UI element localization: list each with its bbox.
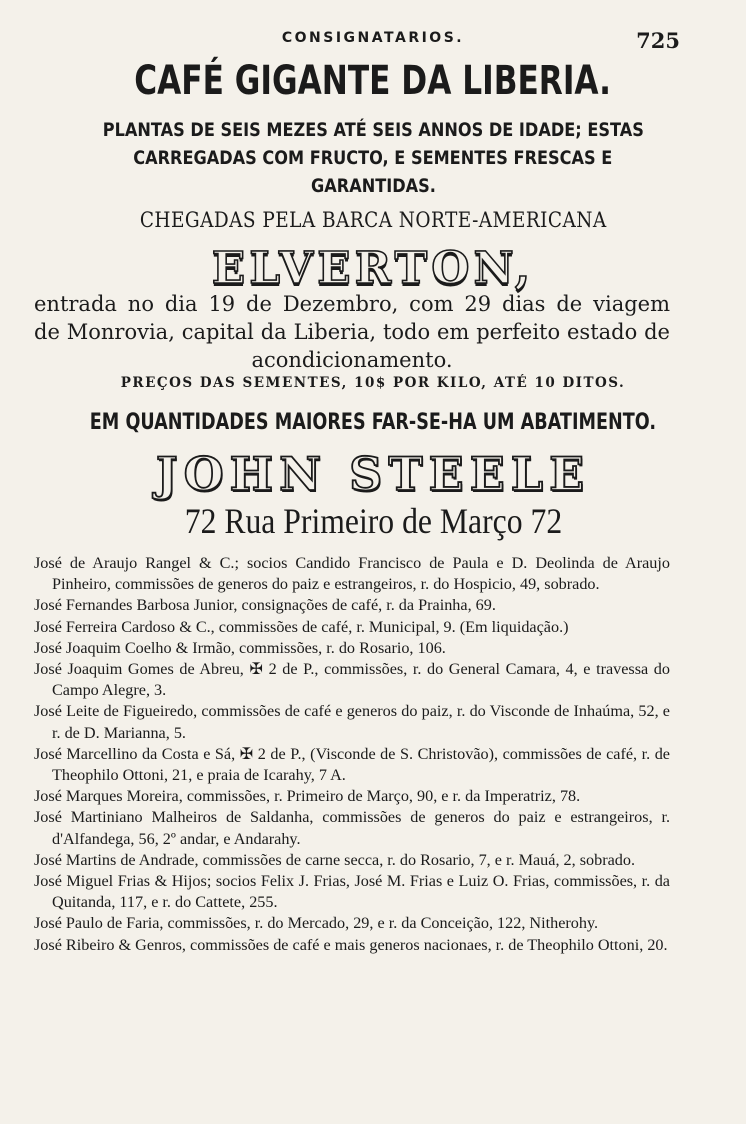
list-item: José Paulo de Faria, commissões, r. do Mercado, 29, e r. da Conceição, 122, Nitherohy. [34, 914, 599, 933]
advert-subtitle-line3 [0, 175, 746, 197]
details-line-1: entrada no dia 19 de Dezembro, com 29 dias de viagem [34, 292, 670, 316]
list-item: José Ribeiro & Genros, commissões de café e mais generos nacionaes, r. de Theophilo Ottoni, 20. [34, 935, 668, 954]
list-item: José de Araujo Rangel & C.; socios Candido Francisco de Paula e D. Deolinda de Araujo Pinheiro, commissões de generos do paiz e estrangeiros, r. do Hospicio, 49, sobrado. [34, 554, 670, 594]
advert-subtitle-line1-text: PLANTAS DE SEIS MEZES ATÉ SEIS ANNOS DE IDADE; ESTAS [102, 119, 644, 141]
list-item: José Martins de Andrade, commissões de carne secca, r. do Rosario, 7, e r. Mauá, 2, sobrado. [34, 850, 636, 869]
discount-note-text: EM QUANTIDADES MAIORES FAR-SE-HA UM ABATIMENTO. [89, 410, 657, 435]
arrival-line-text: CHEGADAS PELA BARCA NORTE-AMERICANA [139, 208, 607, 232]
list-item: José Fernandes Barbosa Junior, consignações de café, r. da Prainha, 69. [34, 596, 496, 615]
running-title: CONSIGNATARIOS. [281, 30, 465, 46]
advert-subtitle-line2 [0, 147, 746, 169]
list-item: José Marcellino da Costa e Sá, ✠ 2 de P., (Visconde de S. Christovão), commissões de café, r. de Theophilo Ottoni, 21, e praia de Icarahy, 7 A. [34, 744, 670, 785]
advert-title-text: CAFÉ GIGANTE DA LIBERIA. [134, 58, 612, 104]
details-line-2: de Monrovia, capital da Liberia, todo em perfeito estado de [34, 320, 670, 344]
list-item: José Miguel Frias & Hijos; socios Felix J. Frias, José M. Frias e Luiz O. Frias, commissões, r. da Quitanda, 117, e r. do Cattete, 255. [34, 872, 670, 912]
consignee-list [34, 553, 670, 956]
merchant-address [0, 500, 746, 542]
advert-title [0, 58, 746, 104]
page-number: 725 [636, 28, 680, 53]
details-line-3: acondicionamento. [251, 348, 453, 372]
discount-note [0, 410, 746, 435]
advert-subtitle-line1 [0, 119, 746, 141]
list-item: José Marques Moreira, commissões, r. Primeiro de Março, 90, e r. da Imperatriz, 78. [34, 787, 581, 806]
list-item: José Joaquim Gomes de Abreu, ✠ 2 de P., commissões, r. do General Camara, 4, e travessa do Campo Alegre, 3. [34, 660, 670, 700]
list-item: José Martiniano Malheiros de Saldanha, commissões de generos do paiz e estrangeiros, r. d'Alfandega, 56, 2º andar, e Andarahy. [34, 808, 670, 848]
advert-subtitle-line3-text: GARANTIDAS. [310, 175, 436, 197]
seed-prices: PREÇOS DAS SEMENTES, 10$ POR KILO, ATÉ 10 DITOS. [120, 375, 626, 391]
list-item: José Joaquim Coelho & Irmão, commissões, r. do Rosario, 106. [34, 638, 446, 657]
merchant-address-text: 72 Rua Primeiro de Março 72 [184, 501, 562, 541]
arrival-details [34, 290, 670, 374]
ship-name: ELVERTON, [211, 243, 535, 294]
list-item: José Leite de Figueiredo, commissões de café e generos do paiz, r. do Visconde de Inhaúma, 52, e r. de D. Marianna, 5. [34, 702, 670, 742]
list-item: José Ferreira Cardoso & C., commissões de café, r. Municipal, 9. (Em liquidação.) [34, 617, 569, 636]
page-header [0, 30, 746, 56]
arrival-line [0, 208, 746, 232]
advert-subtitle-line2-text: CARREGADAS COM FRUCTO, E SEMENTES FRESCAS E [133, 147, 613, 169]
merchant-name: JOHN STEELE [155, 447, 591, 501]
